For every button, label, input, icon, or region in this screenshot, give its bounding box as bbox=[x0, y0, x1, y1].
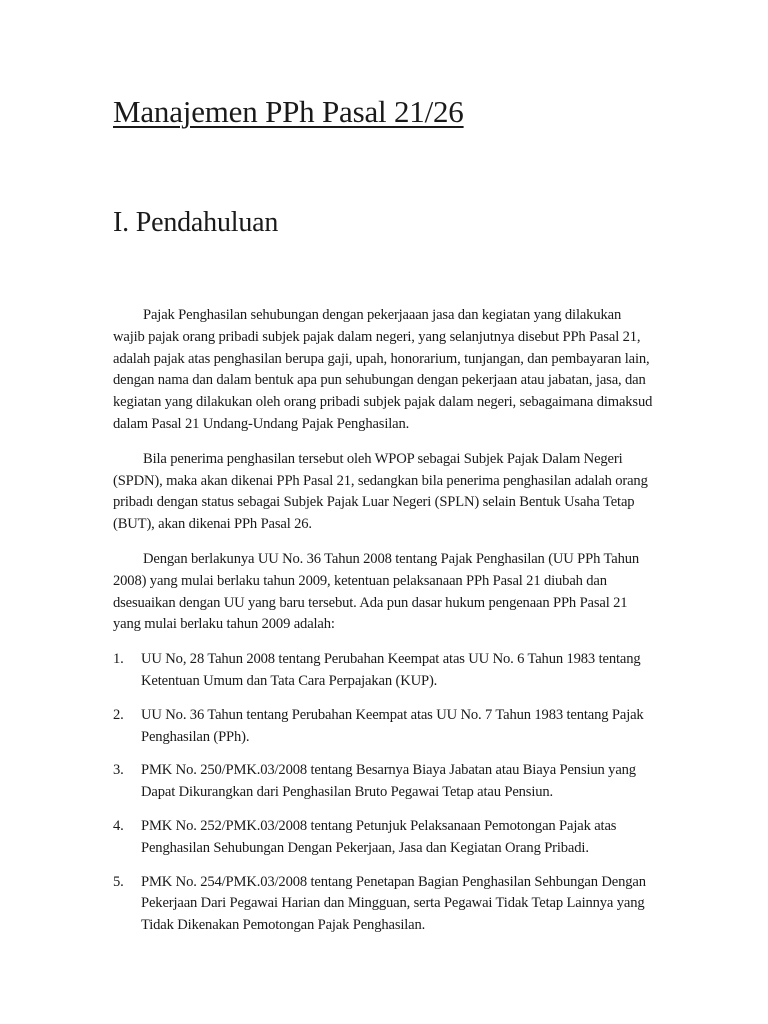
list-item bbox=[113, 705, 658, 749]
paragraph-legal-basis-intro: Dengan berlakunya UU No. 36 Tahun 2008 tentang Pajak Penghasilan (UU PPh Tahun 2008) yang mulai berlaku tahun 2009, ketentuan pelaksanaan PPh Pasal 21 diubah dan dsesuaikan dengan UU yang baru tersebut. Ada pun dasar hukum pengenaan PPh Pasal 21 yang mulai berlaku tahun 2009 adalah: bbox=[113, 550, 640, 633]
legal-basis-list bbox=[113, 649, 658, 937]
document-body bbox=[113, 305, 655, 949]
list-item-number: 4. bbox=[113, 817, 124, 834]
list-item-number: 1. bbox=[113, 651, 124, 668]
paragraph-definition: Pajak Penghasilan sehubungan dengan pekerjaaan jasa dan kegiatan yang dilakukan wajib pajak orang pribadi subjek pajak dalam negeri, yang selanjutnya disebut PPh Pasal 21, adalah pajak atas penghasilan berupa gaji, upah, honorarium, tunjangan, dan pembayaran lain, dengan nama dan dalam bentuk apa pun sehubungan dengan pekerjaan atau jabatan, jasa, dan kegiatan yang dilakukan oleh orang pribadi subjek pajak dalam negeri, sebagaimana dimaksud dalam Pasal 21 Undang-Undang Pajak Penghasilan. bbox=[113, 307, 653, 432]
list-item-text: UU No, 28 Tahun 2008 tentang Perubahan Keempat atas UU No. 6 Tahun 1983 tentang Ketentuan Umum dan Tata Cara Perpajakan (KUP). bbox=[141, 651, 641, 689]
list-item-text: UU No. 36 Tahun tentang Perubahan Keempat atas UU No. 7 Tahun 1983 tentang Pajak Penghasilan (PPh). bbox=[141, 706, 644, 745]
paragraph-taxpayer-status: Bila penerima penghasilan tersebut oleh WPOP sebagai Subjek Pajak Dalam Negeri (SPDN), maka akan dikenai PPh Pasal 21, sedangkan bila penerima penghasilan adalah orang pribadı dengan status sebagai Subjek Pajak Luar Negeri (SPLN) selain Bentuk Usaha Tetap (BUT), akan dikenai PPh Pasal 26. bbox=[113, 450, 648, 533]
list-item-number: 2. bbox=[113, 706, 124, 723]
list-item-number: 3. bbox=[113, 762, 124, 779]
list-item bbox=[113, 760, 658, 804]
section-heading-introduction: I. Pendahuluan bbox=[113, 207, 279, 238]
list-item-text: PMK No. 250/PMK.03/2008 tentang Besarnya Biaya Jabatan atau Biaya Pensiun yang Dapat Dikurangkan dari Penghasilan Bruto Pegawai Tetap atau Pensiun. bbox=[141, 762, 636, 801]
list-item bbox=[113, 872, 658, 937]
list-item-text: PMK No. 254/PMK.03/2008 tentang Penetapan Bagian Penghasilan Sehbungan Dengan Pekerjaan Dari Pegawai Harian dan Mingguan, serta Pegawai Tidak Tetap Lainnya yang Tidak Dikenakan Pemotongan Pajak Penghasilan. bbox=[141, 873, 646, 934]
list-item bbox=[113, 649, 658, 693]
document-title: Manajemen PPh Pasal 21/26 bbox=[113, 94, 464, 129]
list-item bbox=[113, 816, 658, 860]
list-item-text: PMK No. 252/PMK.03/2008 tentang Petunjuk Pelaksanaan Pemotongan Pajak atas Penghasilan Sehubungan Dengan Pekerjaan, Jasa dan Kegiatan Orang Pribadi. bbox=[141, 817, 617, 856]
list-item-number: 5. bbox=[113, 873, 124, 890]
